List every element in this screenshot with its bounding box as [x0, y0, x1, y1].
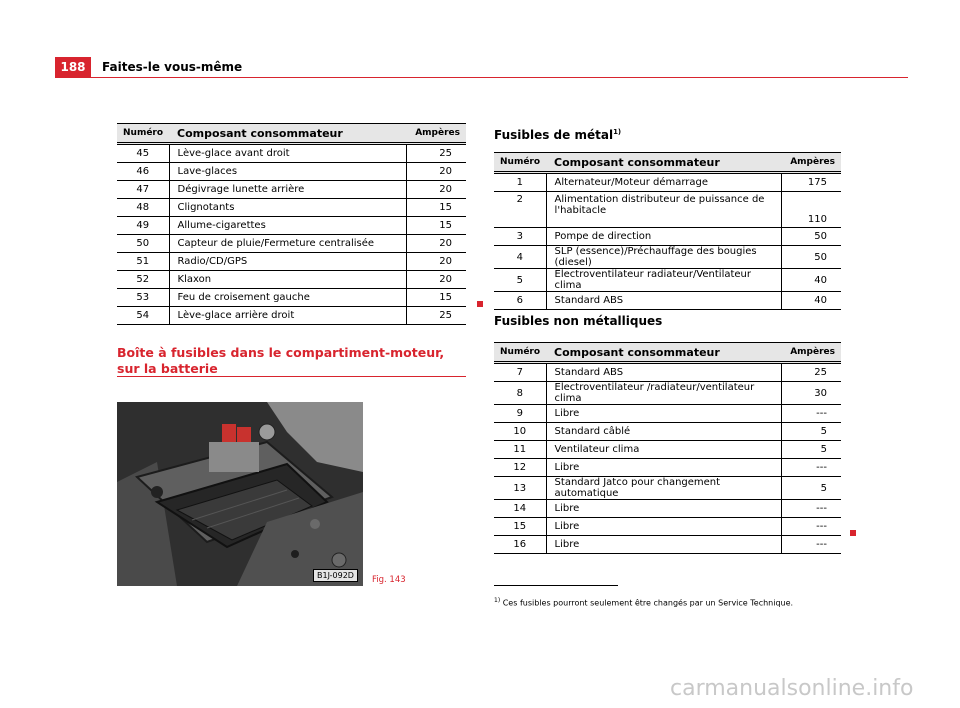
cell-amps: 50: [781, 246, 841, 269]
cell-component: Lève-glace avant droit: [169, 144, 406, 163]
figure-caption: Fig. 143: [372, 575, 406, 585]
cell-number: 16: [494, 536, 546, 554]
cell-number: 45: [117, 144, 169, 163]
cell-component: Pompe de direction: [546, 228, 781, 246]
header-component: Composant consommateur: [546, 153, 781, 173]
cell-component: Libre: [546, 500, 781, 518]
cell-number: 49: [117, 217, 169, 235]
cell-number: 8: [494, 382, 546, 405]
section-title-line2: sur la batterie: [117, 361, 218, 376]
table-row: [117, 144, 466, 163]
table-row: [494, 441, 841, 459]
cell-number: 12: [494, 459, 546, 477]
cell-amps: 30: [781, 382, 841, 405]
table-row: [117, 199, 466, 217]
cell-amps: 110: [781, 192, 841, 228]
table-row: [117, 307, 466, 325]
cell-number: 3: [494, 228, 546, 246]
table-header-row: [494, 153, 841, 173]
cell-amps: ---: [781, 500, 841, 518]
header-divider: [55, 77, 908, 78]
cell-number: 52: [117, 271, 169, 289]
header-number: Numéro: [494, 153, 546, 173]
header-number: Numéro: [494, 343, 546, 363]
metal-fuses-title-text: Fusibles de métal: [494, 128, 614, 142]
footnote-marker: 1): [494, 597, 501, 604]
metal-fuse-table: [494, 152, 841, 310]
cell-component: Libre: [546, 536, 781, 554]
table-row: [117, 181, 466, 199]
section-divider: [117, 376, 466, 377]
table-row: [494, 405, 841, 423]
cell-component: Ventilateur clima: [546, 441, 781, 459]
cell-amps: 15: [406, 289, 466, 307]
cell-amps: 20: [406, 163, 466, 181]
page-title: Faites-le vous-même: [102, 60, 243, 74]
cell-number: 2: [494, 192, 546, 228]
table-row: [117, 271, 466, 289]
table-header-row: [117, 124, 466, 144]
cell-number: 1: [494, 173, 546, 192]
cell-amps: 20: [406, 271, 466, 289]
cell-amps: 175: [781, 173, 841, 192]
section-title-line1: Boîte à fusibles dans le compartiment-moteur,: [117, 345, 445, 360]
table-row: [494, 269, 841, 292]
figure-code-label: B1J-092D: [313, 569, 358, 582]
table-row: [494, 363, 841, 382]
cell-component: Alternateur/Moteur démarrage: [546, 173, 781, 192]
cell-number: 15: [494, 518, 546, 536]
page-number: 188: [55, 57, 91, 77]
metal-table-body: [494, 173, 841, 310]
cell-component: Libre: [546, 518, 781, 536]
cell-component: Lave-glaces: [169, 163, 406, 181]
cell-amps: 40: [781, 292, 841, 310]
table-row: [494, 477, 841, 500]
nonmetal-fuses-title: Fusibles non métalliques: [494, 314, 663, 328]
cell-number: 13: [494, 477, 546, 500]
cell-amps: 20: [406, 181, 466, 199]
cell-amps: 5: [781, 423, 841, 441]
footnote-divider: [494, 585, 618, 586]
cell-component: Lève-glace arrière droit: [169, 307, 406, 325]
header-component: Composant consommateur: [169, 124, 406, 144]
table-row: [117, 289, 466, 307]
section-title-engine-box: [117, 345, 444, 377]
cell-number: 7: [494, 363, 546, 382]
header-amps: Ampères: [781, 343, 841, 363]
end-mark: [477, 301, 483, 307]
cell-number: 51: [117, 253, 169, 271]
table-header-row: [494, 343, 841, 363]
cell-number: 5: [494, 269, 546, 292]
engine-fuse-box-photo: [117, 402, 363, 586]
table-row: [494, 423, 841, 441]
header-component: Composant consommateur: [546, 343, 781, 363]
left-fuse-table: [117, 123, 466, 325]
cell-amps: 40: [781, 269, 841, 292]
cell-component: Standard Jatco pour changement automatique: [546, 477, 781, 500]
cell-amps: 5: [781, 441, 841, 459]
table-row: [494, 192, 841, 228]
cell-component: Electroventilateur /radiateur/ventilateur clima: [546, 382, 781, 405]
table-row: [494, 518, 841, 536]
cell-number: 4: [494, 246, 546, 269]
cell-amps: ---: [781, 405, 841, 423]
cell-number: 11: [494, 441, 546, 459]
cell-amps: 25: [781, 363, 841, 382]
table-row: [494, 536, 841, 554]
cell-number: 54: [117, 307, 169, 325]
cell-number: 50: [117, 235, 169, 253]
table-row: [494, 459, 841, 477]
cell-amps: 15: [406, 199, 466, 217]
cell-number: 48: [117, 199, 169, 217]
cell-component: Electroventilateur radiateur/Ventilateur clima: [546, 269, 781, 292]
cell-number: 14: [494, 500, 546, 518]
cell-amps: 25: [406, 307, 466, 325]
nonmetal-table-body: [494, 363, 841, 554]
cell-amps: ---: [781, 459, 841, 477]
cell-amps: 50: [781, 228, 841, 246]
cell-amps: 15: [406, 217, 466, 235]
table-row: [494, 382, 841, 405]
table-row: [494, 500, 841, 518]
cell-amps: 25: [406, 144, 466, 163]
cell-number: 6: [494, 292, 546, 310]
header-amps: Ampères: [781, 153, 841, 173]
table-row: [494, 228, 841, 246]
cell-amps: 5: [781, 477, 841, 500]
table-row: [494, 173, 841, 192]
cell-component: Capteur de pluie/Fermeture centralisée: [169, 235, 406, 253]
table-row: [117, 217, 466, 235]
table-row: [494, 292, 841, 310]
table-row: [117, 235, 466, 253]
left-table-body: [117, 144, 466, 325]
cell-amps: 20: [406, 235, 466, 253]
cell-component: Allume-cigarettes: [169, 217, 406, 235]
cell-component: Alimentation distributeur de puissance de l'habitacle: [546, 192, 781, 228]
cell-amps: 20: [406, 253, 466, 271]
cell-number: 53: [117, 289, 169, 307]
cell-component: Klaxon: [169, 271, 406, 289]
cell-number: 47: [117, 181, 169, 199]
metal-fuses-title: [494, 125, 621, 143]
nonmetal-fuse-table: [494, 342, 841, 554]
cell-component: Radio/CD/GPS: [169, 253, 406, 271]
cell-component: Standard ABS: [546, 363, 781, 382]
footnote-reference: 1): [613, 128, 622, 136]
cell-number: 9: [494, 405, 546, 423]
footnote: [494, 596, 793, 609]
cell-component: Standard ABS: [546, 292, 781, 310]
cell-component: Libre: [546, 459, 781, 477]
cell-number: 46: [117, 163, 169, 181]
cell-component: Libre: [546, 405, 781, 423]
cell-component: Clignotants: [169, 199, 406, 217]
watermark: carmanualsonline.info: [670, 676, 914, 701]
engine-bay-illustration: [117, 402, 363, 586]
table-row: [117, 163, 466, 181]
header-number: Numéro: [117, 124, 169, 144]
cell-component: Dégivrage lunette arrière: [169, 181, 406, 199]
footnote-text: Ces fusibles pourront seulement être changés par un Service Technique.: [502, 598, 794, 608]
end-mark: [850, 530, 856, 536]
cell-component: Standard câblé: [546, 423, 781, 441]
cell-component: Feu de croisement gauche: [169, 289, 406, 307]
header-amps: Ampères: [406, 124, 466, 144]
cell-amps: ---: [781, 518, 841, 536]
cell-component: SLP (essence)/Préchauffage des bougies (diesel): [546, 246, 781, 269]
table-row: [117, 253, 466, 271]
cell-amps: ---: [781, 536, 841, 554]
table-row: [494, 246, 841, 269]
cell-number: 10: [494, 423, 546, 441]
